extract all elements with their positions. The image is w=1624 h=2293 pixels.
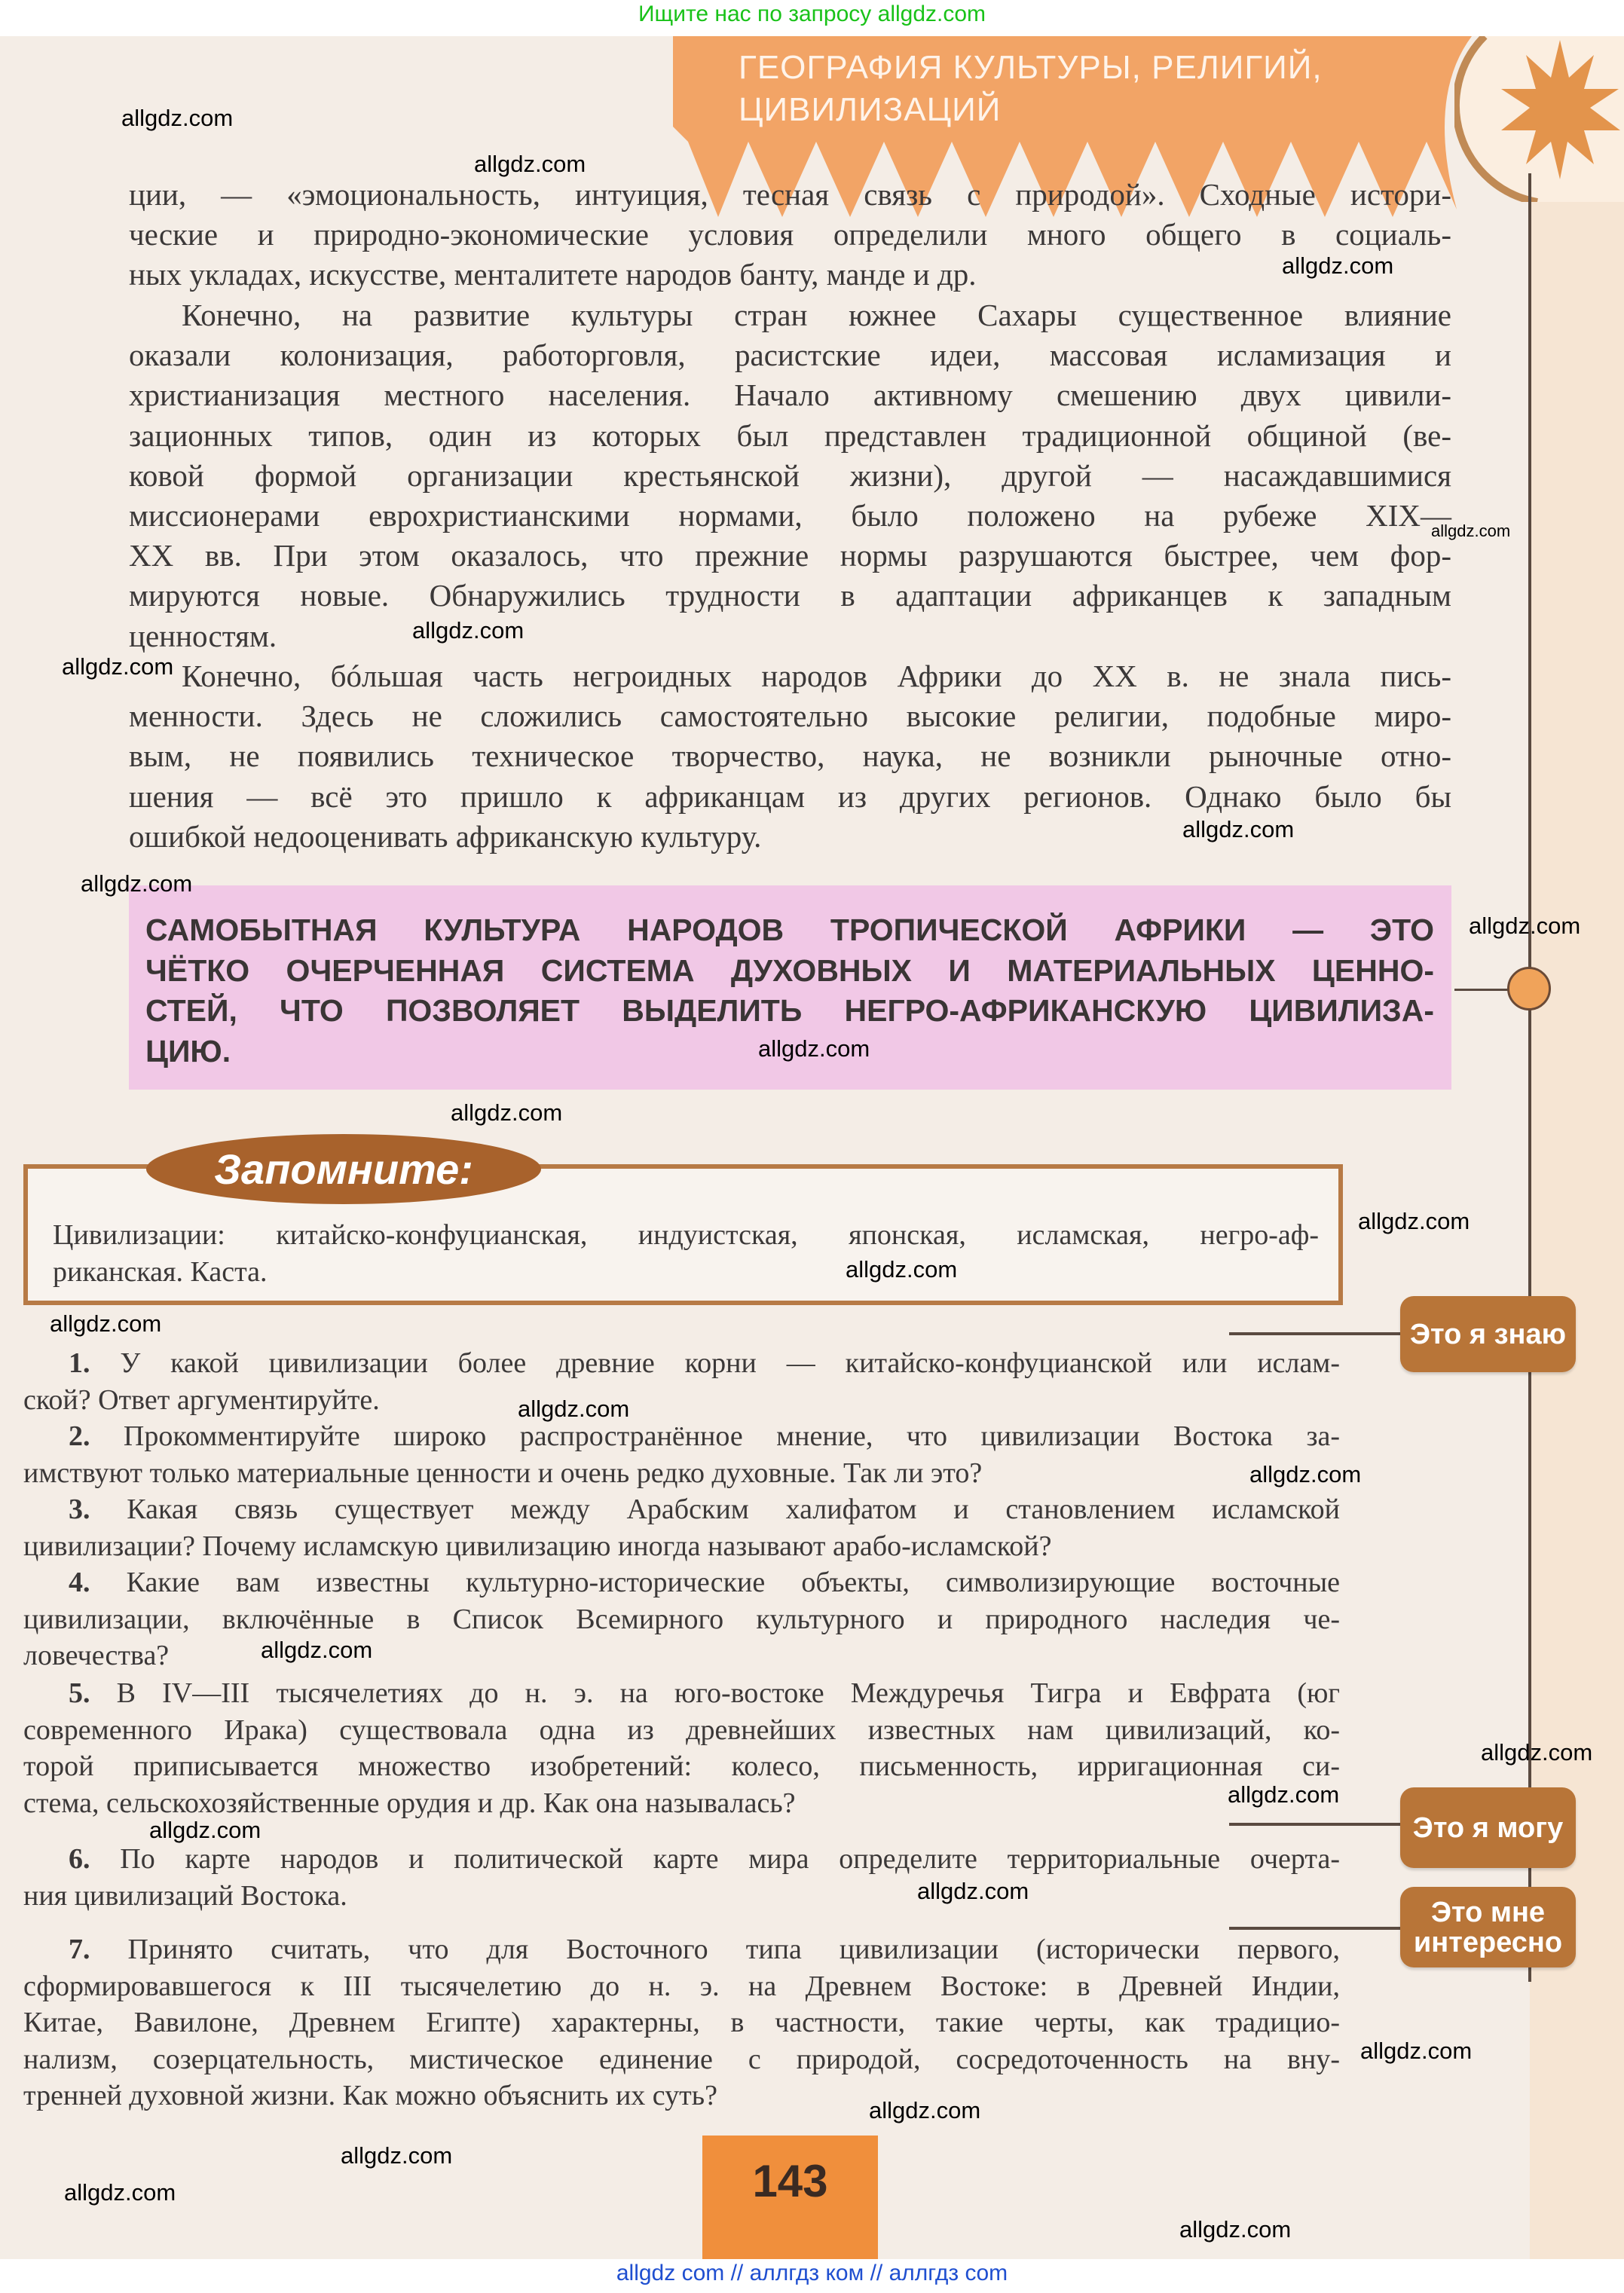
question-text: цивилизации, включённые в Список Всемирного культурного и природного наследия че-: [23, 1603, 1340, 1635]
question-line: [23, 2077, 1340, 2114]
remember-line: риканская. Каста.: [53, 1256, 268, 1288]
watermark: allgdz.com: [474, 151, 586, 177]
text-line: Конечно, на развитие культуры стран южнее Сахары существенное влияние: [182, 298, 1451, 332]
key-idea-line: САМОБЫТНАЯ КУЛЬТУРА НАРОДОВ ТРОПИЧЕСКОЙ АФРИКИ — ЭТО: [145, 913, 1434, 947]
question-line: [23, 1528, 1340, 1565]
page-number: 143: [752, 2156, 828, 2206]
chapter-title-line2: ЦИВИЛИЗАЦИЙ: [739, 91, 1002, 128]
margin-timeline-line: [1528, 173, 1531, 1982]
question-text: стема, сельскохозяйственные орудия и др. Как она называлась?: [23, 1787, 796, 1819]
text-line: ценностям.: [129, 618, 277, 653]
question-text: цивилизации? Почему исламскую цивилизацию иногда называют арабо-исламской?: [23, 1530, 1052, 1562]
watermark: allgdz.com: [451, 1099, 563, 1126]
question-text: ской? Ответ аргументируйте.: [23, 1383, 380, 1416]
text-line: ных укладах, искусстве, менталитете народов банту, манде и др.: [129, 257, 977, 292]
question-item: [23, 1675, 1340, 1821]
watermark: allgdz.com: [917, 1878, 1029, 1904]
watermark: allgdz.com: [1249, 1461, 1362, 1487]
question-line: [23, 1418, 1340, 1455]
text-line: мируются новые. Обнаружились трудности в адаптации африканцев к западным: [129, 578, 1451, 613]
text-line: вым, не появились техническое творчество, наука, не возникли рыночные отно-: [129, 738, 1451, 774]
question-item: [23, 1931, 1340, 2114]
search-hint-text: Ищите нас по запросу allgdz.com: [638, 2, 986, 26]
tab-this-is-interesting: [1400, 1887, 1576, 1967]
connector-line: [1229, 1823, 1400, 1826]
key-idea-line: ЧЁТКО ОЧЕРЧЕННАЯ СИСТЕМА ДУХОВНЫХ И МАТЕРИАЛЬНЫХ ЦЕННО-: [145, 952, 1434, 988]
sun-star-icon: [1454, 36, 1624, 202]
text-line: ции, — «эмоциональность, интуиция, тесная связь с природой». Сходные истори-: [129, 177, 1451, 212]
remember-title: Запомните:: [146, 1134, 541, 1204]
question-line: [23, 1491, 1340, 1528]
question-line: [23, 2004, 1340, 2041]
tab-this-i-can: Это я могу: [1400, 1787, 1576, 1868]
connector-line: [1229, 1927, 1400, 1930]
watermark: allgdz.com: [1179, 2216, 1292, 2243]
question-line: [23, 1601, 1340, 1638]
watermark: allgdz.com: [261, 1637, 373, 1663]
bottom-hint-text: allgdz com // аллгдз ком // аллгдз com: [616, 2261, 1008, 2285]
question-line: [23, 1345, 1340, 1382]
text-line: менности. Здесь не сложились самостоятельно высокие религии, подобные миро-: [129, 699, 1451, 734]
question-text: Прокомментируйте широко распространённое мнение, что цивилизации Востока за-: [123, 1420, 1340, 1452]
text-line: ошибкой недооценивать африканскую культуру.: [129, 818, 762, 854]
watermark: allgdz.com: [62, 653, 174, 680]
question-line: [23, 2041, 1340, 2078]
remember-text: [53, 1217, 1319, 1291]
timeline-marker-icon: [1507, 967, 1551, 1010]
question-line: [23, 1878, 1340, 1915]
question-text: сформировавшегося к III тысячелетию до н. э. на Древнем Востоке: в Древней Индии,: [23, 1970, 1340, 2002]
text-line: XX вв. При этом оказалось, что прежние нормы разрушаются быстрее, чем фор-: [129, 538, 1451, 573]
watermark: allgdz.com: [121, 105, 234, 131]
key-idea-line: СТЕЙ, ЧТО ПОЗВОЛЯЕТ ВЫДЕЛИТЬ НЕГРО-АФРИКАНСКУЮ ЦИВИЛИЗА-: [145, 993, 1434, 1028]
question-text: Китае, Вавилоне, Древнем Египте) характерны, в частности, такие черты, как традицио-: [23, 2007, 1340, 2038]
question-item: [23, 1841, 1340, 1914]
watermark: allgdz.com: [64, 2179, 176, 2206]
question-text: ловечества?: [23, 1640, 170, 1671]
text-line: ковой формой организации крестьянской жизни), другой — насаждавшимися: [129, 457, 1451, 493]
watermark: allgdz.com: [341, 2142, 453, 2169]
watermark: allgdz.com: [846, 1256, 958, 1283]
watermark: allgdz.com: [1358, 1208, 1470, 1234]
tab-label-line1: Это мне: [1430, 1896, 1546, 1928]
watermark: allgdz.com: [1481, 1739, 1593, 1766]
question-number: 4.: [69, 1567, 90, 1598]
question-line: [23, 1455, 1340, 1492]
watermark: allgdz.com: [869, 2097, 981, 2123]
paragraph: [129, 295, 1451, 656]
question-text: Какая связь существует между Арабским халифатом и становлением исламской: [127, 1494, 1341, 1525]
question-line: [23, 1968, 1340, 2005]
question-text: ния цивилизаций Востока.: [23, 1879, 347, 1912]
watermark: allgdz.com: [1182, 816, 1295, 842]
watermark: allgdz.com: [1431, 521, 1511, 540]
question-number: 5.: [69, 1677, 90, 1709]
text-line: шения — всё это пришло к африканцам из других регионов. Однако было бы: [129, 778, 1451, 814]
question-number: 3.: [69, 1494, 90, 1525]
question-number: 6.: [69, 1843, 90, 1875]
question-number: 7.: [69, 1934, 90, 1965]
question-text: имствуют только материальные ценности и очень редко духовные. Так ли это?: [23, 1457, 983, 1489]
question-line: [23, 1785, 1340, 1822]
question-line: [23, 1931, 1340, 1968]
text-line: ческие и природно-экономические условия определили много общего в социаль-: [129, 217, 1451, 252]
question-line: [23, 1841, 1340, 1878]
question-item: [23, 1564, 1340, 1674]
question-text: В IV—III тысячелетиях до н. э. на юго-востоке Междуречья Тигра и Евфрата (юг: [116, 1677, 1340, 1709]
text-line: миссионерами еврохристианскими нормами, было положено на рубеже XIX—: [129, 497, 1451, 533]
tab-this-i-know: Это я знаю: [1400, 1296, 1576, 1372]
question-number: 1.: [69, 1347, 90, 1379]
question-line: [23, 1675, 1340, 1712]
watermark: allgdz.com: [412, 617, 525, 644]
question-text: Какие вам известны культурно-исторические объекты, символизирующие восточные: [126, 1567, 1340, 1598]
watermark: allgdz.com: [81, 870, 193, 897]
watermark: allgdz.com: [1282, 252, 1394, 279]
question-text: тренней духовной жизни. Как можно объяснить их суть?: [23, 2080, 717, 2111]
watermark: allgdz.com: [1469, 913, 1581, 939]
question-text: современного Ирака) существовала одна из древнейших известных нам цивилизаций, ко-: [23, 1714, 1340, 1746]
question-item: [23, 1418, 1340, 1491]
watermark: allgdz.com: [149, 1817, 261, 1843]
question-line: [23, 1564, 1340, 1601]
question-text: Принято считать, что для Восточного типа цивилизации (исторически первого,: [127, 1934, 1340, 1965]
question-line: [23, 1637, 1340, 1674]
watermark: allgdz.com: [1360, 2038, 1473, 2064]
question-text: По карте народов и политической карте мира определите территориальные очерта-: [120, 1843, 1341, 1875]
text-line: Конечно, бóльшая часть негроидных народов Африки до XX в. не знала пись-: [182, 659, 1451, 693]
question-item: [23, 1491, 1340, 1564]
question-text: У какой цивилизации более древние корни — китайско-конфуцианской или ислам-: [120, 1347, 1341, 1379]
text-line: оказали колонизация, работорговля, расистские идеи, массовая исламизация и: [129, 338, 1451, 373]
tab-label-line2: интересно: [1413, 1926, 1563, 1958]
question-item: [23, 1345, 1340, 1418]
question-line: [23, 1382, 1340, 1419]
question-line: [23, 1712, 1340, 1749]
connector-line: [1229, 1332, 1400, 1335]
chapter-title-line1: ГЕОГРАФИЯ КУЛЬТУРЫ, РЕЛИГИЙ,: [739, 49, 1323, 86]
text-line: зационных типов, один из которых был представлен традиционной общиной (ве-: [129, 417, 1451, 453]
key-idea-line: ЦИЮ.: [145, 1033, 231, 1069]
watermark: allgdz.com: [518, 1396, 630, 1422]
paragraph: [129, 175, 1451, 295]
text-line: христианизация местного населения. Начало активному смешению двух цивили-: [129, 378, 1451, 413]
watermark: allgdz.com: [50, 1310, 162, 1337]
question-text: торой приписывается множество изобретений: колесо, письменность, ирригационная си-: [23, 1750, 1340, 1782]
question-line: [23, 1748, 1340, 1785]
chapter-title: [739, 47, 1323, 131]
remember-line: Цивилизации: китайско-конфуцианская, индуистская, японская, исламская, негро-аф-: [53, 1219, 1319, 1251]
page-number-box: [702, 2136, 878, 2259]
question-text: нализм, созерцательность, мистическое единение с природой, сосредоточенность на вну-: [23, 2043, 1340, 2075]
watermark: allgdz.com: [1228, 1781, 1340, 1808]
question-number: 2.: [69, 1420, 90, 1452]
watermark: allgdz.com: [758, 1035, 870, 1062]
